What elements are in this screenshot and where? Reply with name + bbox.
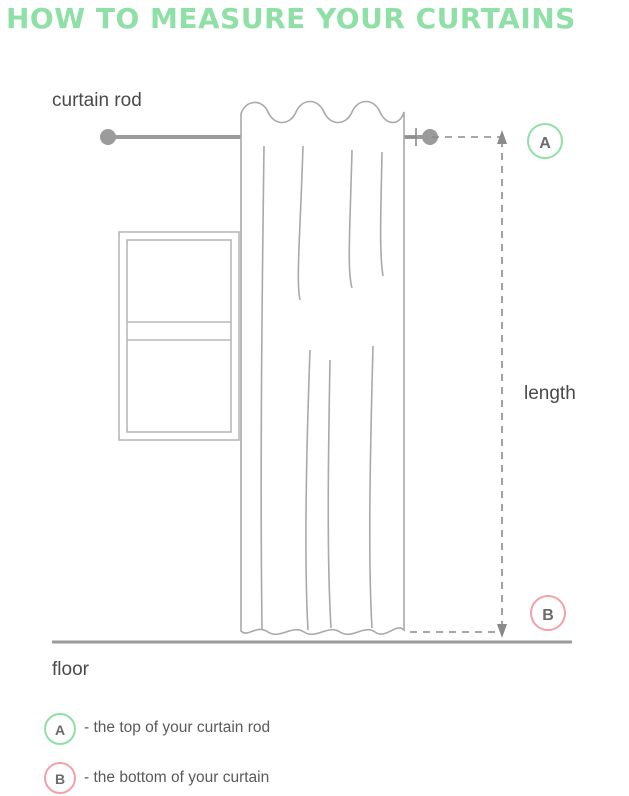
marker-a [528, 124, 562, 158]
curtain-rod-label: curtain rod [52, 90, 142, 111]
legend-item-b-text: - the bottom of your curtain [84, 769, 270, 786]
legend-item-a-text: - the top of your curtain rod [84, 719, 271, 736]
marker-b [531, 596, 565, 630]
page-title: HOW TO MEASURE YOUR CURTAINS [6, 2, 576, 35]
svg-text:B: B [54, 771, 66, 787]
floor-label: floor [52, 659, 89, 680]
svg-text:A: A [539, 135, 551, 152]
legend-marker-a [45, 714, 75, 744]
length-arrow-head-bottom [497, 624, 507, 638]
svg-text:B: B [542, 607, 554, 624]
curtain [241, 102, 404, 635]
measurement-guides [410, 137, 504, 632]
svg-text:A: A [54, 722, 66, 738]
window-illustration [119, 232, 239, 440]
legend-marker-b [45, 763, 75, 793]
length-label: length [524, 383, 576, 404]
